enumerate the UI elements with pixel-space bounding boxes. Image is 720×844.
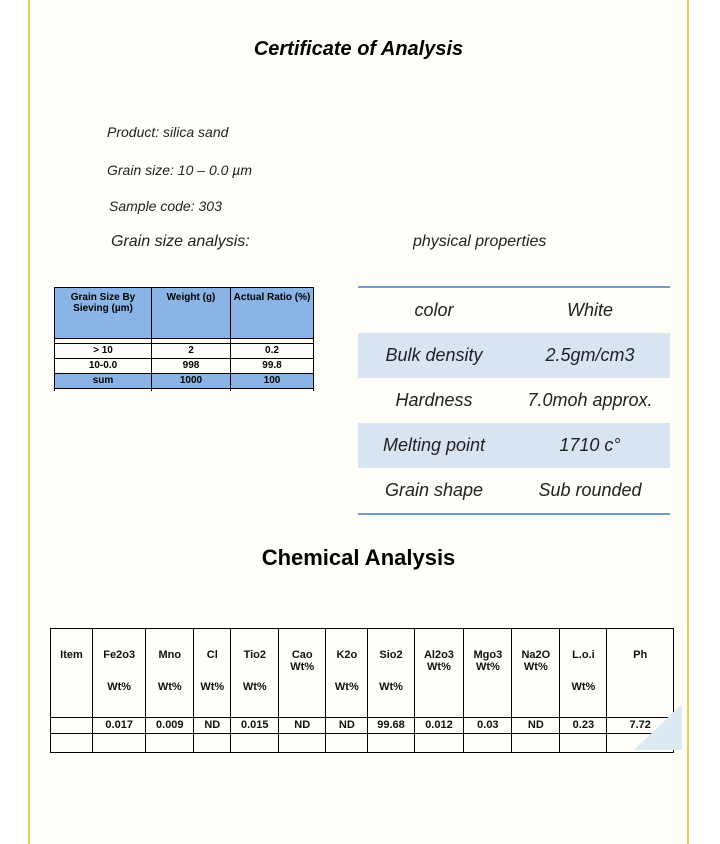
chem-column-name: L.o.i xyxy=(572,649,595,661)
table-row xyxy=(358,468,670,514)
chem-empty-cell xyxy=(279,734,326,753)
chem-empty-cell xyxy=(231,734,279,753)
property-label: Bulk density xyxy=(358,333,510,378)
chem-header-cell xyxy=(194,629,231,718)
chem-header-cell xyxy=(368,629,414,718)
table-row xyxy=(358,423,670,468)
chem-column-name: Cao xyxy=(291,649,313,661)
grain-cell: sum xyxy=(55,374,152,389)
chem-value-cell: 0.23 xyxy=(560,718,607,734)
chem-empty-cell xyxy=(414,734,464,753)
chem-column-name: Na2O xyxy=(521,649,551,661)
chem-empty-cell xyxy=(464,734,512,753)
chem-header-cell xyxy=(560,629,607,718)
chem-value-cell: ND xyxy=(326,718,368,734)
table-row xyxy=(358,287,670,333)
chem-empty-cell xyxy=(512,734,560,753)
chem-value-cell: ND xyxy=(279,718,326,734)
product-line: Product: silica sand xyxy=(107,124,229,140)
grain-cell: 100 xyxy=(231,374,314,389)
document-title: Certificate of Analysis xyxy=(253,38,464,60)
grain-cell: > 10 xyxy=(55,344,152,359)
chem-empty-cell xyxy=(326,734,368,753)
grain-header-ratio: Actual Ratio (%) xyxy=(231,288,314,339)
chem-empty-cell xyxy=(560,734,607,753)
chem-column-unit: Wt% xyxy=(107,681,132,693)
grain-size-line: Grain size: 10 – 0.0 µm xyxy=(107,162,253,178)
property-label: color xyxy=(414,300,454,320)
chem-value-cell: 99.68 xyxy=(368,718,414,734)
chem-value-cell: ND xyxy=(512,718,560,734)
chem-column-name: Fe2o3 xyxy=(103,649,136,661)
chemical-analysis-table xyxy=(50,628,674,753)
chem-column-name: Ph xyxy=(633,649,648,661)
chem-value-cell: 0.03 xyxy=(464,718,512,734)
chem-header-cell xyxy=(231,629,279,718)
physical-properties-table xyxy=(358,286,670,515)
property-label: Melting point xyxy=(358,423,510,468)
grain-cell: 0.2 xyxy=(231,344,314,359)
chem-header-cell xyxy=(279,629,326,718)
chem-column-name: Sio2 xyxy=(379,649,403,661)
chem-empty-cell xyxy=(146,734,194,753)
grain-cell: 10-0.0 xyxy=(55,359,152,374)
grain-analysis-heading: Grain size analysis: xyxy=(111,233,250,250)
sum-row xyxy=(55,374,314,389)
chem-value-cell xyxy=(51,718,93,734)
chem-value-cell: 0.009 xyxy=(146,718,194,734)
property-value: White xyxy=(566,300,613,320)
chem-column-unit: Wt% xyxy=(379,681,403,693)
chem-empty-cell xyxy=(368,734,414,753)
grain-size-table xyxy=(54,287,314,391)
chem-header-cell xyxy=(512,629,560,718)
chem-column-unit: Wt% xyxy=(571,681,596,693)
chem-empty-cell xyxy=(51,734,93,753)
grain-header-weight: Weight (g) xyxy=(152,288,231,339)
chem-column-unit: Wt% xyxy=(200,681,225,693)
table-row xyxy=(51,718,674,734)
grain-cell: 2 xyxy=(152,344,231,359)
physical-properties-heading: physical properties xyxy=(413,233,547,250)
chem-column-unit: Wt% xyxy=(475,661,500,673)
grain-cell: 1000 xyxy=(152,374,231,389)
chem-header-cell xyxy=(326,629,368,718)
chem-value-cell: 0.017 xyxy=(92,718,145,734)
sample-code-line: Sample code: 303 xyxy=(109,198,222,214)
chem-column-unit: Wt% xyxy=(242,681,267,693)
chem-column-name: Tio2 xyxy=(243,649,266,661)
chem-header-cell xyxy=(92,629,145,718)
chem-column-unit: Wt% xyxy=(290,661,315,673)
chem-column-name: Cl xyxy=(206,649,218,661)
document-page xyxy=(28,0,689,844)
property-value: 2.5gm/cm3 xyxy=(510,333,670,378)
chem-header-cell xyxy=(51,629,93,718)
chem-empty-cell xyxy=(194,734,231,753)
chem-column-name: Al2o3 xyxy=(423,649,454,661)
chem-column-name: Item xyxy=(60,649,83,661)
grain-cell: 99.8 xyxy=(231,359,314,374)
chem-column-unit: Wt% xyxy=(334,681,359,693)
chem-empty-cell xyxy=(92,734,145,753)
chem-value-cell: 0.015 xyxy=(231,718,279,734)
property-value: 1710 c° xyxy=(510,423,670,468)
chemical-analysis-title: Chemical Analysis xyxy=(261,545,456,570)
table-row xyxy=(55,359,314,374)
property-value: Sub rounded xyxy=(538,480,642,500)
chem-column-unit: Wt% xyxy=(157,681,182,693)
table-row xyxy=(358,333,670,378)
chem-header-cell xyxy=(146,629,194,718)
grain-header-size: Grain Size By Sieving (µm) xyxy=(55,288,152,339)
chem-column-name: Mgo3 xyxy=(473,649,503,661)
chem-column-unit: Wt% xyxy=(427,661,451,673)
chem-value-cell: 7.72 xyxy=(607,718,674,734)
property-label: Grain shape xyxy=(384,480,484,500)
chem-header-cell xyxy=(464,629,512,718)
table-row xyxy=(358,378,670,423)
chem-column-unit: Wt% xyxy=(523,661,548,673)
chem-header-cell xyxy=(414,629,464,718)
table-row xyxy=(55,344,314,359)
property-label: Hardness xyxy=(395,390,473,410)
chem-column-name: K2o xyxy=(336,649,358,661)
grain-cell: 998 xyxy=(152,359,231,374)
chem-value-cell: 0.012 xyxy=(414,718,464,734)
page-corner-fold xyxy=(634,704,682,750)
chem-column-name: Mno xyxy=(158,649,182,661)
chem-value-cell: ND xyxy=(194,718,231,734)
property-value: 7.0moh approx. xyxy=(527,390,653,410)
